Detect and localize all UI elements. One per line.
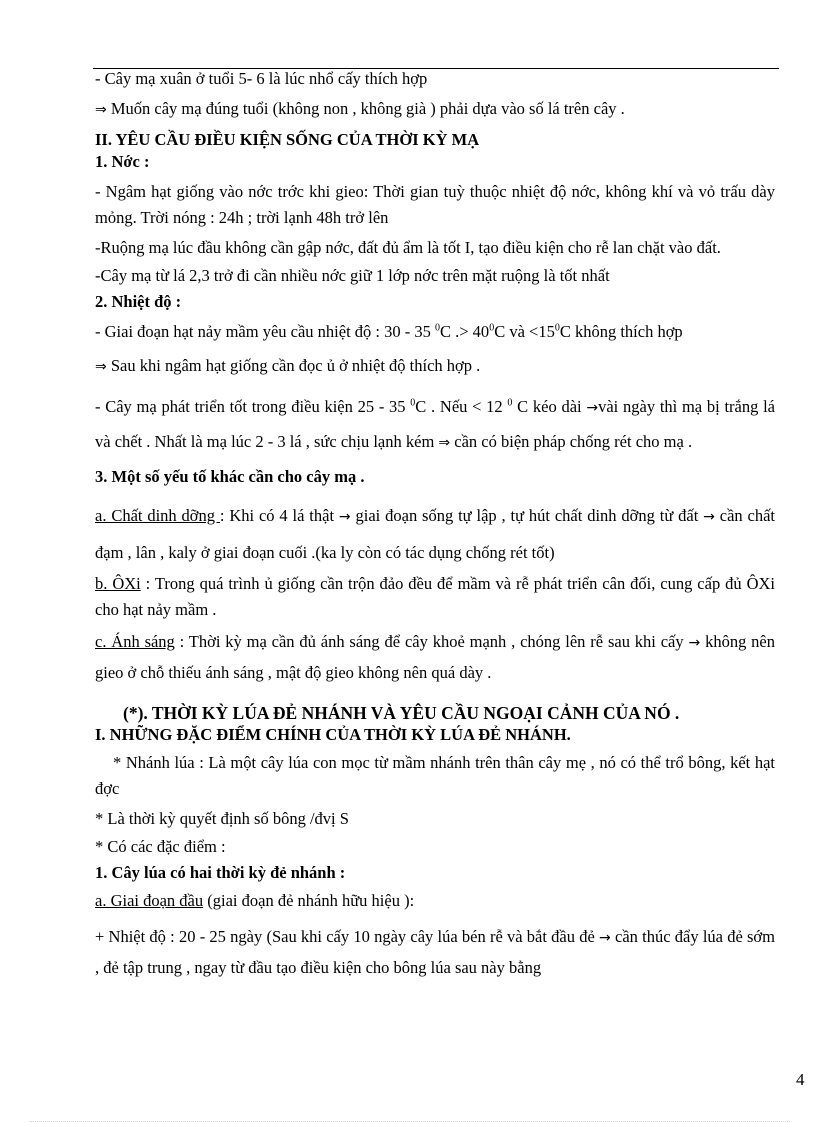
degree-superscript: 0 [410,397,416,409]
section-heading: I. NHỮNG ĐẶC ĐIỂM CHÍNH CỦA THỜI KỲ LÚA ĐẺ NHÁNH. [95,725,571,744]
text-line [95,98,775,121]
subsection-heading: 1. Cây lúa có hai thời kỳ đẻ nhánh : [95,863,346,882]
right-arrow-icon: → [599,930,611,946]
text: : Thời kỳ mạ cần đủ ánh sáng để cây khoẻ mạnh , chóng lên rễ sau khi cấy [174,632,689,651]
degree-superscript: 0 [435,322,440,334]
section-heading: II. YÊU CẦU ĐIỀU KIỆN SỐNG CỦA THỜI KỲ MẠ [95,130,480,149]
item-label: c. Ánh sáng [95,632,175,651]
paragraph: -Ruộng mạ lúc đầu không cần gập nớc, đất đủ ẩm là tốt I, tạo điều kiện cho rễ lan chặt vào đất. [95,238,721,257]
page-bottom-border [30,1121,790,1122]
text: giai đoạn sống tự lập , tự hút chất dinh dỡng từ đất [350,506,704,525]
paragraph [95,890,775,912]
implies-arrow-icon: ⇒ [95,102,107,118]
subsection-heading: 1. Nớc : [95,152,150,171]
text: C không thích hợp [559,322,683,341]
text: - Cây mạ phát triển tốt trong điều kiện 25 - 35 [95,397,411,416]
text: Muốn cây mạ đúng tuổi (không non , không già ) phải dựa vào số lá trên cây . [106,99,625,118]
implies-arrow-icon: ⇒ [95,359,107,375]
text: không nên gieo ở chỗ thiếu ánh sáng , mật độ gieo không nên quá dày . [95,632,775,682]
implies-arrow-icon: ⇒ [438,435,451,451]
paragraph: * Nhánh lúa : Là một cây lúa con mọc từ mầm nhánh trên thân cây mẹ , nó có thể trổ bông, kết hạt đợc [95,753,775,798]
paragraph: * Có các đặc điểm : [95,837,226,856]
paragraph: * Là thời kỳ quyết định số bông /đvị S [95,809,349,828]
chapter-heading: (*). THỜI KỲ LÚA ĐẺ NHÁNH VÀ YÊU CẦU NGOẠI CẢNH CỦA NÓ . [123,703,680,723]
paragraph [95,390,775,460]
page-number: 4 [796,1070,805,1089]
item-label: a. Chất dinh dỡng [95,506,220,525]
text: : Trong quá trình ủ giống cần trộn đảo đều để mầm và rễ phát triển cân đối, cung cấp đủ ÔXi cho hạt nảy mầm . [95,574,775,619]
text: cần chất đạm , lân , kaly ở giai đoạn cuối .(ka ly còn có tác dụng chống rét tốt) [95,506,776,562]
text: vài ngày thì mạ bị trắng lá và chết . Nhất là mạ lúc 2 - 3 lá , sức chịu lạnh kém [95,397,775,451]
text: C kéo dài [512,397,587,416]
text: C .> 40 [440,322,490,341]
right-arrow-icon: → [703,509,715,525]
text: C . Nếu < 12 [415,397,508,416]
subsection-heading: 2. Nhiệt độ : [95,292,182,311]
text: cần có biện pháp chống rét cho mạ . [450,432,693,451]
degree-superscript: 0 [554,322,560,334]
paragraph [95,355,775,378]
text: : Khi có 4 lá thật [219,506,339,525]
subsection-heading: 3. Một số yếu tố khác cần cho cây mạ . [95,467,365,486]
paragraph [95,319,775,345]
text: cần thúc đẩy lúa đẻ sớm , đẻ tập trung , ngay từ đầu tạo điều kiện cho bông lúa sau này bằng [95,927,775,977]
degree-superscript: 0 [507,397,513,409]
right-arrow-icon: → [338,509,351,525]
degree-superscript: 0 [489,322,495,334]
text: - Cây mạ xuân ở tuổi 5- 6 là lúc nhổ cấy thích hợp [95,69,428,88]
text: C và <15 [494,322,555,341]
text: (giai đoạn đẻ nhánh hữu hiệu ): [203,891,415,910]
right-arrow-icon: → [688,635,701,651]
text: + Nhiệt độ : 20 - 25 ngày (Sau khi cấy 10 ngày cây lúa bén rễ và bắt đầu đẻ [95,927,600,946]
text-line [95,68,775,90]
paragraph: - Ngâm hạt giống vào nớc trớc khi gieo: Thời gian tuỳ thuộc nhiệt độ nớc, không khí và vỏ trấu dày mỏng. Trời nóng : 24h ; trời lạnh 48h trở lên [95,182,775,227]
document-body [95,64,775,983]
paragraph [95,498,775,571]
text: - Giai đoạn hạt nảy mầm yêu cầu nhiệt độ : 30 - 35 [95,322,435,341]
paragraph: -Cây mạ từ lá 2,3 trở đi cần nhiều nớc giữ 1 lớp nớc trên mặt ruộng là tốt nhất [95,266,610,285]
text: Sau khi ngâm hạt giống cần đọc ủ ở nhiệt độ thích hợp . [106,356,481,375]
item-label: a. Giai đoạn đầu [95,891,204,910]
item-label: b. ÔXi [95,574,141,593]
paragraph [95,571,775,623]
paragraph [95,922,775,983]
right-arrow-icon: → [586,400,599,416]
paragraph [95,627,775,688]
